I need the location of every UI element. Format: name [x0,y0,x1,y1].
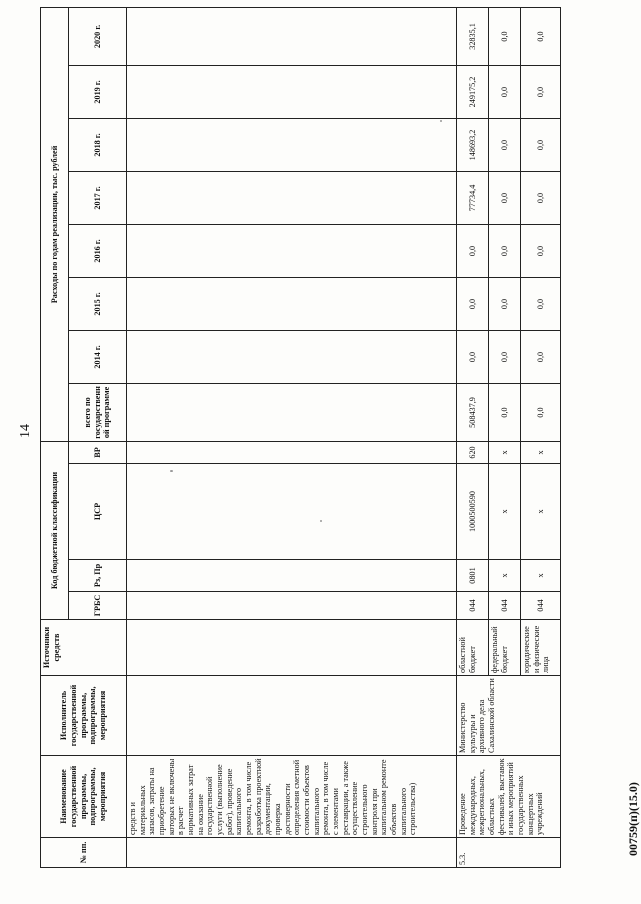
year-2016-cell: 0,0 [489,224,521,277]
header-sources: Источники средств [41,620,127,676]
year-2020-cell: 0,0 [521,7,561,65]
vr-cell: х [521,441,561,463]
year-2014-cell: 0,0 [489,330,521,383]
continuation-text: средств и материальных запасов, затраты на приобретение которых не включены в расчет нормативных затрат на оказание государственной услуги (выполнение работ), проведение капитального ремонта, в том числе разработка проектной документации, проверка достоверности определения сметной стоимости объектов капитального ремонта, в том числе с элементами реставрации, а также осуществление строительного контроля при капитальном ремонте объектов капитального строительства) [127,756,457,838]
header-num: № пп. [41,838,127,868]
vr-cell: 620 [457,441,489,463]
header-year-2019: 2019 г. [69,65,127,118]
source-cell: областной бюджет [457,620,489,676]
header-year-2015: 2015 г. [69,277,127,330]
grbs-cell: 044 [457,592,489,620]
year-2018-cell: 148693,2 [457,118,489,171]
year-2020-cell: 0,0 [489,7,521,65]
total-cell: 0,0 [489,383,521,441]
year-2020-cell: 32835,1 [457,7,489,65]
header-rzpr: Рз, Пр [69,560,127,592]
row-executor: Министерство культуры и архивного дела Сахалинской области [457,676,561,756]
year-2017-cell: 77734,4 [457,171,489,224]
scan-speck [170,470,173,472]
year-2018-cell: 0,0 [521,118,561,171]
year-2019-cell: 0,0 [489,65,521,118]
year-2017-cell: 0,0 [521,171,561,224]
year-2019-cell: 0,0 [521,65,561,118]
header-year-2020: 2020 г. [69,7,127,65]
header-vr: ВР [69,441,127,463]
year-2018-cell: 0,0 [489,118,521,171]
year-2019-cell: 249175,2 [457,65,489,118]
header-year-2018: 2018 г. [69,118,127,171]
rzpr-cell: х [489,560,521,592]
total-cell: 0,0 [521,383,561,441]
year-2014-cell: 0,0 [457,330,489,383]
header-year-2017: 2017 г. [69,171,127,224]
year-2016-cell: 0,0 [457,224,489,277]
total-cell: 508437,9 [457,383,489,441]
header-expenses: Расходы по годам реализации, тыс. рублей [41,7,69,441]
row-num: 5.3. [457,838,561,868]
year-2017-cell: 0,0 [489,171,521,224]
scan-speck [320,520,322,522]
expenses-table [40,7,561,868]
grbs-cell: 044 [489,592,521,620]
year-2015-cell: 0,0 [457,277,489,330]
header-name: Наименование государственной программы, подпрограммы, мероприятия [41,756,127,838]
header-budget-code: Код бюджетной классификации [41,441,69,619]
header-grbs: ГРБС [69,592,127,620]
table-row-continuation [127,7,457,867]
year-2015-cell: 0,0 [489,277,521,330]
year-2015-cell: 0,0 [521,277,561,330]
header-total: всего по государственной программе [69,383,127,441]
rzpr-cell: 0801 [457,560,489,592]
header-year-2014: 2014 г. [69,330,127,383]
source-cell: федеральный бюджет [489,620,521,676]
vr-cell: х [489,441,521,463]
year-2016-cell: 0,0 [521,224,561,277]
year-2014-cell: 0,0 [521,330,561,383]
header-year-2016: 2016 г. [69,224,127,277]
scan-speck [440,120,442,122]
table-row [457,7,489,867]
csr-cell: 1000500590 [457,464,489,560]
header-csr: ЦСР [69,464,127,560]
rzpr-cell: х [521,560,561,592]
csr-cell: х [489,464,521,560]
csr-cell: х [521,464,561,560]
grbs-cell: 044 [521,592,561,620]
row-name: Проведение международных, межрегиональных, областных фестивалей, выставок и иных мероприятий государственных концертных учреждений [457,756,561,838]
footer-code: 00759(п)(15.0) [626,782,640,856]
page-number: 14 [18,424,33,438]
rotated-table-sheet [18,8,640,868]
header-executor: Исполнитель государственной программы, подпрограммы, мероприятия [41,676,127,756]
source-cell: юридические и физические лица [521,620,561,676]
